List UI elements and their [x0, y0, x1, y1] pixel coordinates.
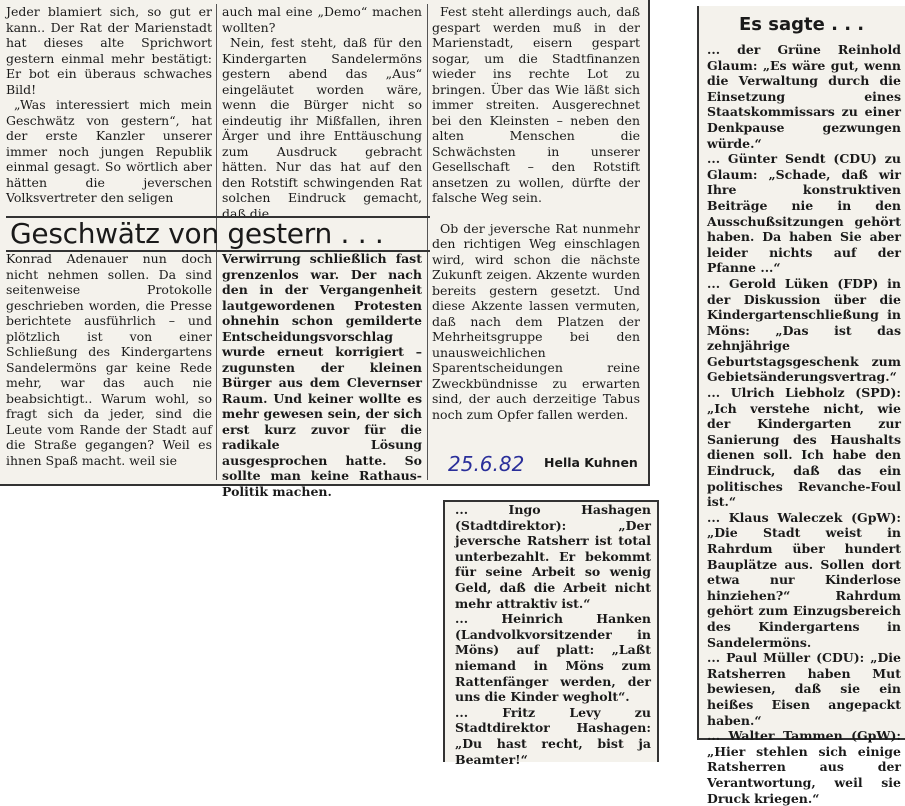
bottom-quotes [455, 502, 651, 767]
author-byline: Hella Kuhnen [544, 455, 638, 470]
article-column-2-top [222, 4, 422, 221]
sidebar-title: Es sagte . . . [739, 14, 865, 35]
quote-item: ... Paul Müller (CDU): „Die Ratsherren haben Mut bewiesen, daß sie ein heißes Eisen angepackt haben.“ [707, 650, 901, 728]
sidebar-quotes [707, 42, 901, 806]
quote-item: ... Gerold Lüken (FDP) in der Diskussion über die Kindergartenschließung in Möns: „Das ist das zehnjährige Geburtstagsgeschenk zum Gebietsänderungsvertrag.“ [707, 275, 901, 385]
article-column-3 [432, 4, 640, 422]
quote-item: ... Günter Sendt (CDU) zu Glaum: „Schade, daß wir Ihre konstruktiven Beiträge nie in den Ausschußsitzungen gehört haben. Da haben Sie aber leider nichts auf der Pfanne ...“ [707, 151, 901, 276]
article-column-2-bottom [222, 251, 422, 499]
paragraph: auch mal eine „Demo“ machen wollten? [222, 4, 422, 35]
article-clipping [0, 0, 650, 499]
paragraph: Konrad Adenauer nun doch nicht nehmen sollen. Da sind seitenweise Protokolle geschrieben worden, die Presse berichtete ausführlich – und plötzlich ist von einer Schließung des Kindergartens Sandelermöns gar keine Rede mehr, war das auch nie beabsichtigt.. Warum wohl, so fragt sich da jeder, sind die Leute vom Rande der Stadt auf die Straße gegangen? Weil es ihnen Spaß macht. weil sie [6, 251, 212, 468]
article-headline: Geschwätz von gestern . . . [6, 216, 430, 252]
quote-item: ... Fritz Levy zu Stadtdirektor Hashagen: „Du hast recht, bist ja Beamter!“ [455, 704, 651, 767]
paragraph: „Was interessiert mich mein Geschwätz von gestern“, hat der erste Kanzler unserer immer noch jungen Republik einmal gesagt. So wörtlich aber hätten die jeverschen Volksvertreter den seligen [6, 97, 212, 205]
quotes-sidebar-clipping [697, 6, 905, 806]
quote-item: ... der Grüne Reinhold Glaum: „Es wäre gut, wenn die Verwaltung durch die Einsetzung eines Staatskommissars zu einer Denkpause gezwungen würde.“ [707, 42, 901, 151]
quotes-bottom-clipping [443, 500, 659, 767]
quote-item: ... Walter Tammen (GpW): „Hier stehlen sich einige Ratsherren aus der Verantwortung, weil sie Druck kriegen.“ [707, 728, 901, 806]
article-column-1-top [6, 4, 212, 206]
paragraph: Nein, fest steht, daß für den Kindergarten Sandelermöns gestern abend das „Aus“ eingeläutet worden wäre, wenn die Bürger nicht so eindeutig ihr Mißfallen, ihren Ärger und ihre Enttäuschung zum Ausdruck gebracht hätten. Nur das hat auf den den Rotstift schwingenden Rat solchen Eindruck gemacht, daß die [222, 35, 422, 221]
article-column-1-bottom [6, 251, 212, 468]
paragraph: Jeder blamiert sich, so gut er kann.. Der Rat der Marienstadt hat dieses alte Sprichwort gestern einmal mehr bestätigt: Er bot ein überaus schwaches Bild! [6, 4, 212, 97]
quote-item: ... Heinrich Hanken (Landvolkvorsitzender in Möns) auf platt: „Laßt niemand in Möns zum Rattenfänger werden, der uns die Kinder wegholt“. [455, 611, 651, 705]
paragraph: Verwirrung schließlich fast grenzenlos war. Der nach den in der Vergangenheit lautgewordenen Protesten ohnehin schon gemilderte Entscheidungsvorschlag wurde erneut korrigiert – zugunsten der kleinen Bürger aus dem Clevernser Raum. Und keiner wollte es mehr gewesen sein, der sich erst kurz zuvor für die radikale Lösung ausgesprochen hatte. So sollte man keine Rathaus-Politik machen. [222, 251, 422, 499]
quote-item: ... Klaus Waleczek (GpW): „Die Stadt weist in Rahrdum über hundert Bauplätze aus. Sollen dort etwa nur Kinderlose hinziehen?“ Rahrdum gehört zum Einzugsbereich des Kindergartens in Sandelermöns. [707, 509, 901, 650]
quote-item: ... Ingo Hashagen (Stadtdirektor): „Der jeversche Ratsherr ist total unterbezahlt. Er bekommt für seine Arbeit so wenig Geld, daß die Arbeit nicht mehr attraktiv ist.“ [455, 502, 651, 611]
handwritten-date: 25.6.82 [448, 452, 525, 476]
paragraph: Fest steht allerdings auch, daß gespart werden muß in der Marienstadt, eisern gespart sogar, um die Stadtfinanzen wieder ins rechte Lot zu bringen. Über das Wie läßt sich immer streiten. Ausgerechnet bei den Kleinsten – neben den alten Menschen die Schwächsten in unserer Gesellschaft – den Rotstift ansetzen zu wollen, dürfte der falsche Weg sein. [432, 4, 640, 205]
paragraph: Ob der jeversche Rat nunmehr den richtigen Weg einschlagen wird, wird schon die nächste Zukunft zeigen. Akzente wurden bereits gestern gesetzt. Und diese Akzente lassen vermuten, daß nach dem Platzen der Mehrheitsgruppe bei den unausweichlichen Sparentscheidungen reine Zweckbündnisse zu erwarten sind, der auch derzeitige Tabus noch zum Opfer fallen werden. [432, 220, 640, 422]
quote-item: ... Ulrich Liebholz (SPD): „Ich verstehe nicht, wie der Kindergarten zur Sanierung des Haushalts dienen soll. Ich habe den Eindruck, daß das ein politisches Revanche-Foul ist.“ [707, 385, 901, 510]
